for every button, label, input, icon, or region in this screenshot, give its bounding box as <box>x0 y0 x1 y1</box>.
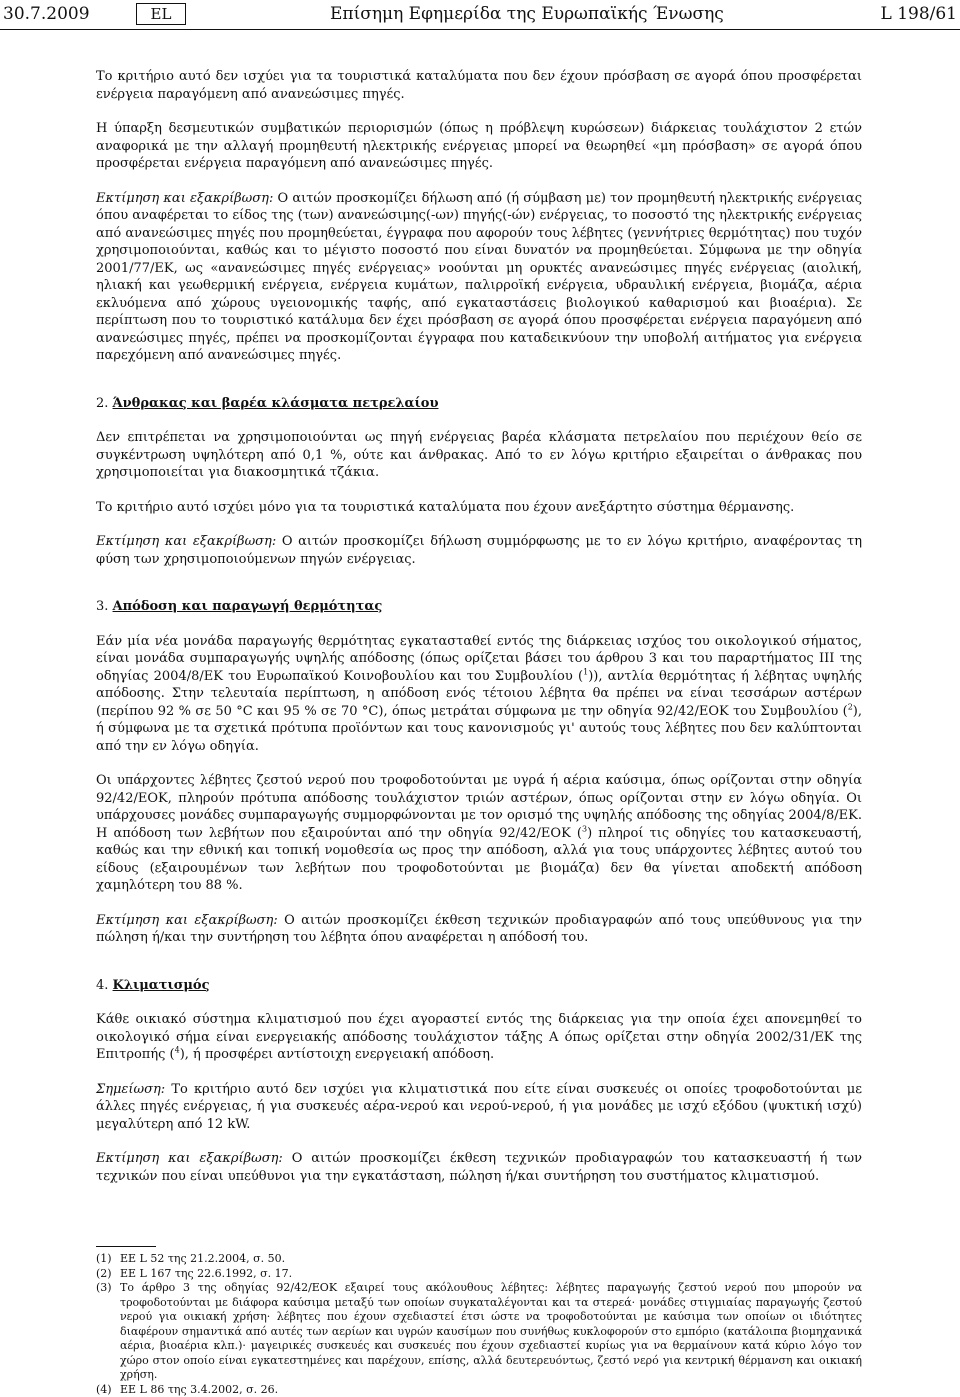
paragraph: Η ύπαρξη δεσμευτικών συμβατικών περιορισμών (όπως η πρόβλεψη κυρώσεων) διάρκειας τουλάχιστον 2 ετών αναφορικά με την αλλαγή προμηθευτή ηλεκτρικής ενέργειας μπορεί να θεωρηθεί «μη πρόσβαση» σε αγορά όπου προσφέρεται ενέργεια παραγόμενη από ανανεώσιμες πηγές. <box>96 120 862 173</box>
text-run: Οι υπάρχοντες λέβητες ζεστού νερού που τροφοδοτούνται με υγρά ή αέρια καύσιμα, όπως ορίζονται στην οδηγία 92/42/ΕΟΚ, πληρούν πρότυπα απόδοσης τουλάχιστον τριών αστέρων, όπως ορίζονται στην εν λόγω οδηγία. Οι υπάρχουσες μονάδες συμπαραγωγής συμμορφώνονται με τον ορισμό της υψηλής απόδοσης της οδηγίας 2004/8/ΕΚ. Η απόδοση των λεβήτων που εξαιρούνται από την οδηγία 92/42/ΕΟΚ ( <box>96 773 862 841</box>
assessment-label: Εκτίμηση και εξακρίβωση: <box>96 913 278 928</box>
assessment-text: Ο αιτών προσκομίζει έκθεση τεχνικών προδιαγραφών του κατασκευαστή ή των τεχνικών που είναι υπεύθυνοι για την εγκατάσταση, πώληση ή/και συντήρηση του συστήματος κλιματισμού. <box>96 1151 862 1184</box>
footnote-text: Το άρθρο 3 της οδηγίας 92/42/ΕΟΚ εξαιρεί τους ακόλουθους λέβητες: λέβητες παραγωγής ζεστού νερού που μπορούν να τροφοδοτούνται με διάφορα καύσιμα μεταξύ των οποίων συγκαταλέγονται και τα στερεά· μονάδες στιγμιαίας παραγωγής ζεστού νερού για οικιακή χρήση· λέβητες που έχουν σχεδιαστεί έτσι ώστε να τροφοδοτούνται με καύσιμα των οποίων οι ιδιότητες διαφέρουν σημαντικά από αυτές των αερίων και υγρών καυσίμων που συνήθως κυκλοφορούν στο εμπόριο (κατάλοιπα βιομηχανικά αέρια, βιοαέρια κλπ.)· μαγειρικές συσκευές και συσκευές που έχουν σχεδιαστεί κυρίως για να θερμαίνουν κατά κύριο λόγο τον χώρο στον οποίο είναι εγκατεστημένες και παρέχουν, επίσης, αλλά δευτερευόντως, ζεστό νερό για κεντρική θέρμανση και οικιακή χρήση. <box>120 1281 862 1381</box>
text-run: Κάθε οικιακό σύστημα κλιματισμού που έχει αγοραστεί εντός της διάρκειας για την οποία έχει απονεμηθεί το οικολογικό σήμα είναι ενεργειακής απόδοσης τουλάχιστον τάξης Α όπως ορίζεται στην οδηγία 2002/31/ΕΚ της Επιτροπής ( <box>96 1012 862 1062</box>
footnote-divider <box>96 1246 156 1247</box>
assessment-text: Ο αιτών προσκομίζει δήλωση συμμόρφωσης με το εν λόγω κριτήριο, αναφέροντας τη φύση των χρησιμοποιούμενων πηγών ενέργειας. <box>96 534 862 567</box>
note-text: Το κριτήριο αυτό δεν ισχύει για κλιματιστικά που είτε είναι συσκευές οι οποίες τροφοδοτούνται με άλλες πηγές ενέργειας, ή για συσκευές αέρα-νερού και νερού-νερού, ή για μονάδες με ισχύ εξόδου (ψυκτική ισχύ) μεγαλύτερη από 12 kW. <box>96 1082 862 1132</box>
section-4-heading <box>96 977 862 995</box>
page-header <box>0 0 960 28</box>
footnote <box>96 1252 862 1267</box>
journal-title: Επίσημη Εφημερίδα της Ευρωπαϊκής Ένωσης <box>330 4 724 24</box>
footnote-ref[interactable]: 4 <box>175 1046 180 1055</box>
footnote-text: ΕΕ L 86 της 3.4.2002, σ. 26. <box>120 1383 278 1396</box>
text-run: ) πληροί τις οδηγίες του κατασκευαστή, καθώς και την εθνική και τοπική νομοθεσία ως προς την απόδοση, αλλά για τους υπάρχοντες λέβητες αυτού του είδους (εξαιρουμένων των λεβήτων που τροφοδοτούνται με βιομάζα) δεν θα γίνεται αποδεκτή απόδοση χαμηλότερη του 88 %. <box>96 826 862 894</box>
section-3-heading <box>96 598 862 616</box>
section-title: Απόδοση και παραγωγή θερμότητας <box>113 599 383 614</box>
footnote-ref[interactable]: 2 <box>848 702 853 711</box>
section-title: Κλιματισμός <box>113 978 210 993</box>
footnotes <box>96 1252 862 1397</box>
footnote-ref[interactable]: 3 <box>582 824 587 833</box>
assessment-label: Εκτίμηση και εξακρίβωση: <box>96 1151 283 1166</box>
text-run: ), ή σύμφωνα με τα σχετικά πρότυπα προϊόντων και τους κανονισμούς γι' αυτούς τους λέβητες που δεν καλύπτονται από την εν λόγω οδηγία. <box>96 704 862 754</box>
paragraph: Το κριτήριο αυτό ισχύει μόνο για τα τουριστικά καταλύματα που έχουν ανεξάρτητο σύστημα θέρμανσης. <box>96 499 862 517</box>
text-run: Εάν μία νέα μονάδα παραγωγής θερμότητας εγκατασταθεί εντός της διάρκειας ισχύος του οικολογικού σήματος, είναι μονάδα συμπαραγωγής υψηλής απόδοσης (όπως ορίζεται βάσει του άρθρου 3 και του παραρτήματος III της οδηγίας 2004/8/ΕΚ του Ευρωπαϊκού Κοινοβουλίου και του Συμβουλίου ( <box>96 634 862 684</box>
page-number: L 198/61 <box>881 4 958 24</box>
assessment-paragraph <box>96 190 862 365</box>
section-2-heading <box>96 395 862 413</box>
text-run: ), ή προσφέρει αντίστοιχη ενεργειακή απόδοση. <box>180 1047 494 1062</box>
paragraph <box>96 1011 862 1064</box>
main-content <box>96 68 862 1185</box>
section-number: 4. <box>96 978 108 993</box>
footnote-ref[interactable]: 1 <box>583 667 588 676</box>
note-label: Σημείωση: <box>96 1082 165 1097</box>
footnote-number: (3) <box>96 1281 112 1296</box>
paragraph <box>96 633 862 756</box>
text-run: )), αντλία θερμότητας ή λέβητας υψηλής απόδοσης. Στην τελευταία περίπτωση, η απόδοση ενός τέτοιου λέβητα θα πρέπει να είναι τεσσάρων αστέρων (περίπου 92 % σε 50 °C και 95 % σε 70 °C), όπως μετράται σύμφωνα με την οδηγία 92/42/ΕΟΚ του Συμβουλίου ( <box>96 669 862 719</box>
section-number: 2. <box>96 396 108 411</box>
assessment-label: Εκτίμηση και εξακρίβωση: <box>96 534 276 549</box>
assessment-text: Ο αιτών προσκομίζει έκθεση τεχνικών προδιαγραφών από τους υπεύθυνους για την πώληση ή/και την συντήρηση του λέβητα όπου αναφέρεται η απόδοσή του. <box>96 913 862 946</box>
assessment-paragraph <box>96 533 862 568</box>
footnote-number: (1) <box>96 1252 112 1267</box>
footnote <box>96 1281 862 1383</box>
footnote-number: (4) <box>96 1383 112 1397</box>
section-title: Άνθρακας και βαρέα κλάσματα πετρελαίου <box>113 396 439 411</box>
section-number: 3. <box>96 599 108 614</box>
footnote-text: ΕΕ L 167 της 22.6.1992, σ. 17. <box>120 1267 292 1280</box>
assessment-text: Ο αιτών προσκομίζει δήλωση από (ή σύμβαση με) τον προμηθευτή ηλεκτρικής ενέργειας όπου αναφέρεται το είδος της (των) ανανεώσιμης(-ων) πηγής(-ών) ενέργειας, το ποσοστό της ηλεκτρικής ενέργειας από ανανεώσιμες πηγές που προμηθεύεται, έγγραφα που αφορούν τους λέβητες (γεννήτριες θερμότητας) που τυχόν χρησιμοποιούνται, καθώς και το μέγιστο ποσοστό που είναι δυνατόν να προμηθεύεται. Σύμφωνα με την οδηγία 2001/77/ΕΚ, ως «ανανεώσιμες πηγές ενέργειας» νοούνται μη ορυκτές ανανεώσιμες πηγές ενέργειας (αιολική, ηλιακή και γεωθερμική ενέργεια, ενέργεια κυμάτων, παλιρροϊκή ενέργεια, υδραυλική ενέργεια, βιομάζα, αέρια εκλυόμενα από χώρους υγειονομικής ταφής, από εγκαταστάσεις βιολογικού καθαρισμού και βιοαέρια). Σε περίπτωση που το τουριστικό κατάλυμα δεν έχει πρόσβαση σε αγορά όπου προσφέρεται ενέργεια παραγόμενη από ανανεώσιμες πηγές, πρέπει να προσκομίζονται έγγραφα που καταδεικνύουν την υποβολή αιτήματος για ενέργεια παρεχόμενη από ανανεώσιμες πηγές. <box>96 191 862 364</box>
assessment-paragraph <box>96 912 862 947</box>
footnote-number: (2) <box>96 1267 112 1282</box>
paragraph <box>96 772 862 895</box>
header-divider <box>0 29 960 30</box>
assessment-label: Εκτίμηση και εξακρίβωση: <box>96 191 273 206</box>
footnote <box>96 1267 862 1282</box>
paragraph: Δεν επιτρέπεται να χρησιμοποιούνται ως πηγή ενέργειας βαρέα κλάσματα πετρελαίου που περιέχουν θείο σε συγκέντρωση υψηλότερη από 0,1 %, ούτε και άνθρακας. Από το εν λόγω κριτήριο εξαιρείται ο άνθρακας που χρησιμοποιείται για διακοσμητικά τζάκια. <box>96 429 862 482</box>
note-paragraph <box>96 1081 862 1134</box>
assessment-paragraph <box>96 1150 862 1185</box>
footnote-text: ΕΕ L 52 της 21.2.2004, σ. 50. <box>120 1252 285 1265</box>
paragraph: Το κριτήριο αυτό δεν ισχύει για τα τουριστικά καταλύματα που δεν έχουν πρόσβαση σε αγορά όπου προσφέρεται ενέργεια παραγόμενη από ανανεώσιμες πηγές. <box>96 68 862 103</box>
language-box: EL <box>136 3 186 25</box>
header-date: 30.7.2009 <box>3 4 90 24</box>
